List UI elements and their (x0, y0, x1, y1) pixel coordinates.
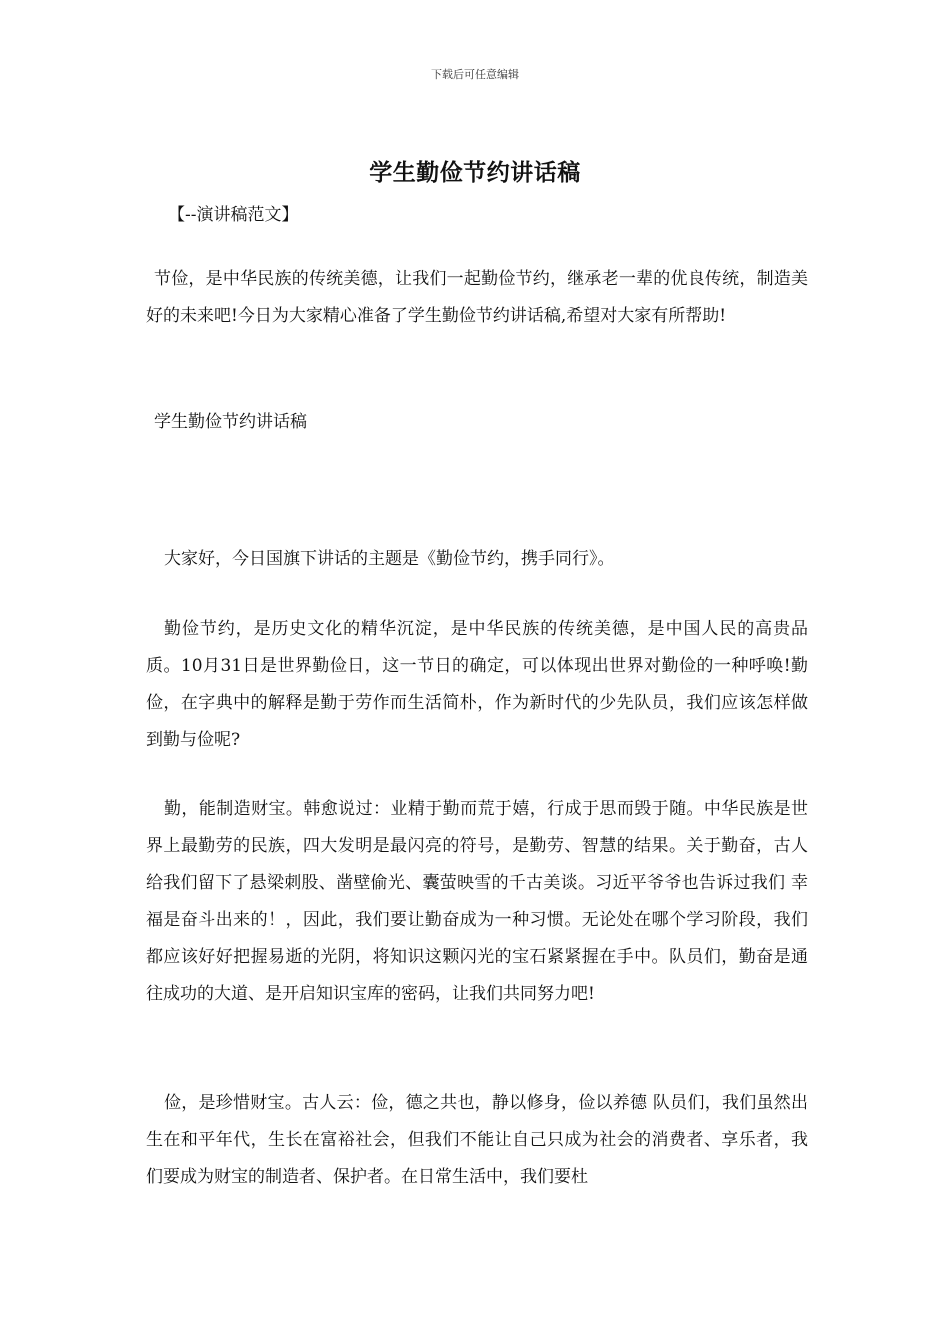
body-paragraph-1: 大家好，今日国旗下讲话的主题是《勤俭节约，携手同行》。 (164, 549, 615, 569)
body-paragraph-2: 勤俭节约，是历史文化的精华沉淀，是中华民族的传统美德，是中国人民的高贵品质。10月31日是世界勤俭日，这一节日的确定，可以体现出世界对勤俭的一种呼唤!勤俭，在字典中的解释是勤于劳作而生活简朴，作为新时代的少先队员，我们应该怎样做到勤与俭呢? (146, 619, 808, 750)
section-heading: 学生勤俭节约讲话稿 (154, 412, 307, 432)
header-note: 下载后可任意编辑 (431, 68, 519, 81)
body-paragraph-4: 俭，是珍惜财宝。古人云：俭，德之共也，静以修身，俭以养德 队员们，我们虽然出生在和平年代，生长在富裕社会，但我们不能让自己只成为社会的消费者、享乐者，我们要成为财宝的制造者、保护者。在日常生活中，我们要杜 (146, 1093, 808, 1187)
body-paragraph-3: 勤，能制造财宝。韩愈说过：业精于勤而荒于嬉，行成于思而毁于随。中华民族是世界上最勤劳的民族，四大发明是最闪亮的符号，是勤劳、智慧的结果。关于勤奋，古人给我们留下了悬梁刺股、凿壁偷光、囊萤映雪的千古美谈。习近平爷爷也告诉过我们 幸福是奋斗出来的！，因此，我们要让勤奋成为一种习惯。无论处在哪个学习阶段，我们都应该好好把握易逝的光阴，将知识这颗闪光的宝石紧紧握在手中。队员们，勤奋是通往成功的大道、是开启知识宝库的密码，让我们共同努力吧! (146, 799, 808, 1004)
intro-paragraph: 节俭，是中华民族的传统美德，让我们一起勤俭节约，继承老一辈的优良传统，制造美好的未来吧!今日为大家精心准备了学生勤俭节约讲话稿,希望对大家有所帮助! (146, 269, 808, 326)
document-subtitle: 【--演讲稿范文】 (168, 205, 299, 225)
document-title: 学生勤俭节约讲话稿 (369, 159, 581, 186)
